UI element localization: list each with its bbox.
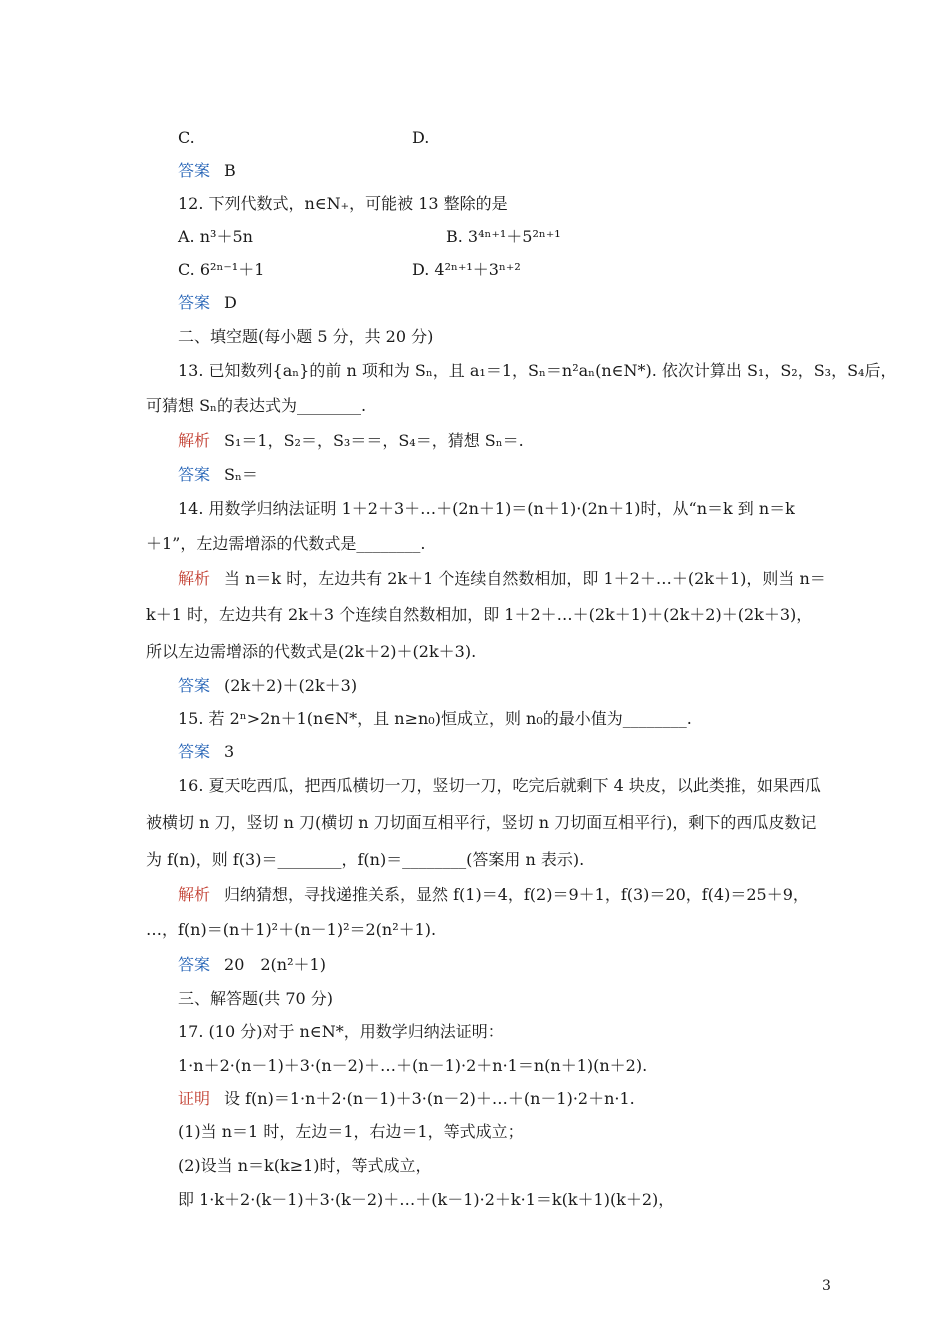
q16-analysis-line2: …，f(n)＝(n＋1)²＋(n－1)²＝2(n²＋1). (146, 920, 437, 939)
q16-stem-line3: 为 f(n)，则 f(3)＝________，f(n)＝________(答案用 n 表示). (146, 850, 585, 869)
q11-option-c: C. (178, 128, 195, 147)
analysis-label: 解析 (178, 885, 211, 904)
q12-options-cd (178, 259, 521, 281)
q12-option-b: B. 3⁴ⁿ⁺¹＋5²ⁿ⁺¹ (446, 227, 561, 246)
page-number: 3 (822, 1278, 831, 1294)
answer-label: 答案 (178, 955, 211, 974)
q15-stem: 15. 若 2ⁿ>2n＋1(n∈N*，且 n≥n₀)恒成立，则 n₀的最小值为________. (178, 709, 692, 728)
q15-answer: 答案 3 (178, 742, 235, 761)
answer-label: 答案 (178, 676, 211, 695)
q17-stem-line1: 17. (10 分)对于 n∈N*，用数学归纳法证明： (178, 1022, 504, 1041)
q17-stem-line2: 1·n＋2·(n－1)＋3·(n－2)＋…＋(n－1)·2＋n·1＝n(n＋1)(n＋2). (178, 1056, 648, 1075)
q17-proof-line2: (1)当 n＝1 时，左边＝1，右边＝1，等式成立； (178, 1122, 524, 1141)
analysis-label: 解析 (178, 431, 211, 450)
q13-stem-line1: 13. 已知数列{aₙ}的前 n 项和为 Sₙ，且 a₁＝1，Sₙ＝n²aₙ(n∈N*). 依次计算出 S₁，S₂，S₃，S₄后， (178, 361, 897, 380)
q12-option-a: A. n³＋5n (178, 227, 253, 246)
q11-options-row (178, 127, 430, 149)
q12-answer: 答案 D (178, 293, 237, 312)
q13-answer: 答案 Sₙ＝ (178, 465, 258, 484)
answer-label: 答案 (178, 293, 211, 312)
q14-analysis-line2: k＋1 时，左边共有 2k＋3 个连续自然数相加，即 1＋2＋…＋(2k＋1)＋(2k＋2)＋(2k＋3)， (146, 605, 813, 624)
q12-stem: 12. 下列代数式，n∈N₊，可能被 13 整除的是 (178, 194, 508, 213)
q13-stem-line2: 可猜想 Sₙ的表达式为________. (146, 396, 367, 415)
q17-proof-line3: (2)设当 n＝k(k≥1)时，等式成立， (178, 1156, 432, 1175)
q14-stem-line2: ＋1”，左边需增添的代数式是________. (146, 534, 426, 553)
q17-proof-line4: 即 1·k＋2·(k－1)＋3·(k－2)＋…＋(k－1)·2＋k·1＝k(k＋1)(k＋2)， (178, 1190, 675, 1209)
q16-analysis-line1: 解析 归纳猜想，寻找递推关系，显然 f(1)＝4，f(2)＝9＋1，f(3)＝20，f(4)＝25＋9， (178, 885, 809, 904)
q11-answer: 答案 B (178, 161, 236, 180)
analysis-label: 解析 (178, 569, 211, 588)
q14-analysis-line3: 所以左边需增添的代数式是(2k＋2)＋(2k＋3). (146, 642, 477, 661)
q11-option-d: D. (412, 128, 430, 147)
q14-stem-line1: 14. 用数学归纳法证明 1＋2＋3＋…＋(2n＋1)＝(n＋1)·(2n＋1)时，从“n＝k 到 n＝k (178, 499, 795, 518)
q16-stem-line1: 16. 夏天吃西瓜，把西瓜横切一刀，竖切一刀，吃完后就剩下 4 块皮，以此类推，如果西瓜 (178, 776, 821, 795)
proof-label: 证明 (178, 1089, 211, 1108)
q12-options-ab (178, 226, 561, 248)
q12-option-d: D. 4²ⁿ⁺¹＋3ⁿ⁺² (412, 260, 521, 279)
q16-answer: 答案 20 2(n²＋1) (178, 955, 326, 974)
q13-analysis: 解析 S₁＝1，S₂＝，S₃＝＝，S₄＝，猜想 Sₙ＝. (178, 431, 524, 450)
q14-answer: 答案 (2k＋2)＋(2k＋3) (178, 676, 358, 695)
section-heading-solve: 三、解答题(共 70 分) (178, 989, 334, 1008)
answer-label: 答案 (178, 465, 211, 484)
q14-analysis-line1: 解析 当 n＝k 时，左边共有 2k＋1 个连续自然数相加，即 1＋2＋…＋(2k＋1)，则当 n＝ (178, 569, 826, 588)
answer-label: 答案 (178, 742, 211, 761)
q17-proof-line1: 证明 设 f(n)＝1·n＋2·(n－1)＋3·(n－2)＋…＋(n－1)·2＋n·1. (178, 1089, 635, 1108)
q12-option-c: C. 6²ⁿ⁻¹＋1 (178, 260, 265, 279)
answer-label: 答案 (178, 161, 211, 180)
q16-stem-line2: 被横切 n 刀，竖切 n 刀(横切 n 刀切面互相平行，竖切 n 刀切面互相平行)，剩下的西瓜皮数记 (146, 813, 817, 832)
section-heading-fill-in: 二、填空题(每小题 5 分，共 20 分) (178, 327, 434, 346)
